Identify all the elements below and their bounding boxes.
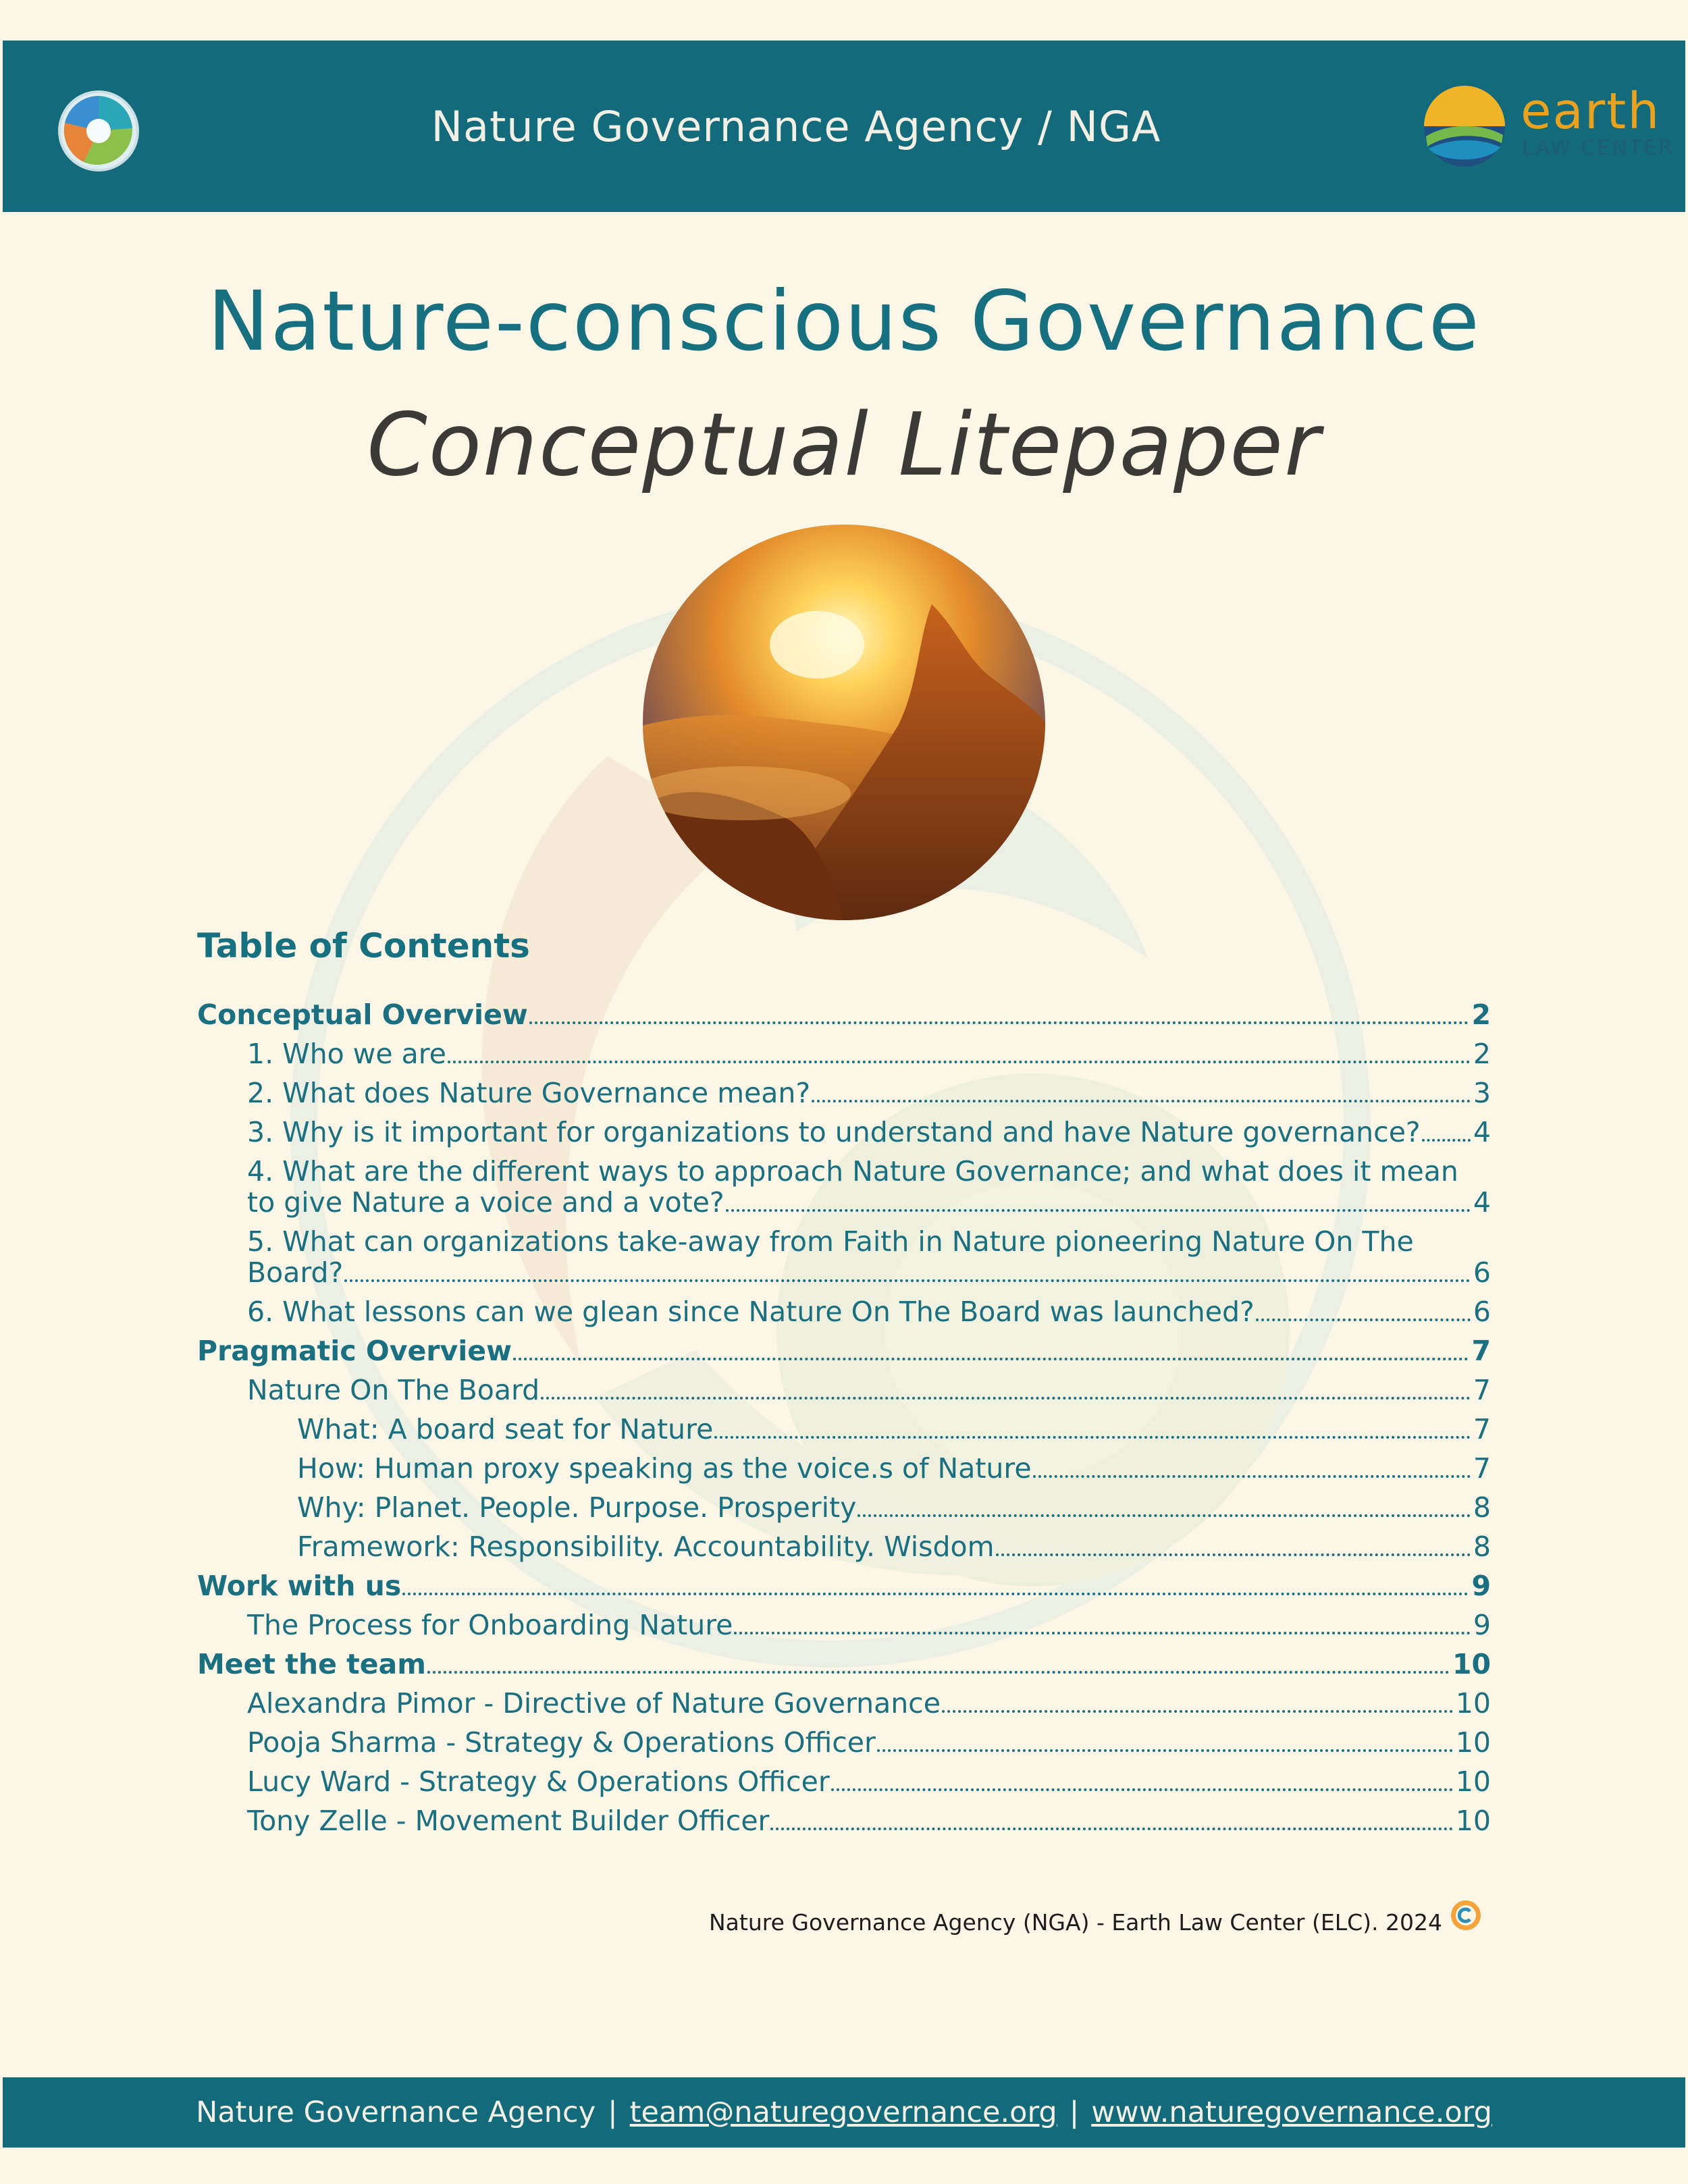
toc-leader — [402, 1593, 1469, 1595]
toc-entry-text: Why: Planet. People. Purpose. Prosperity — [297, 1491, 857, 1524]
toc-leader — [734, 1632, 1471, 1634]
toc-leader — [541, 1397, 1471, 1400]
footer-separator: | — [1069, 2096, 1080, 2129]
footer-band — [3, 2077, 1685, 2148]
toc-leader — [812, 1100, 1471, 1102]
toc-leader — [942, 1710, 1453, 1713]
toc-page-number: 10 — [1455, 1726, 1491, 1759]
toc-entry-framework[interactable] — [197, 1531, 1491, 1562]
toc-entry-text: 1. Who we are — [247, 1038, 446, 1070]
header-title: Nature Governance Agency / NGA — [431, 101, 1161, 151]
toc-entry-text: The Process for Onboarding Nature — [247, 1609, 733, 1641]
toc-page-number: 2 — [1473, 1038, 1491, 1070]
toc-leader — [726, 1209, 1471, 1212]
toc-leader — [1033, 1475, 1471, 1478]
toc-leader — [1256, 1319, 1471, 1321]
toc-leader — [770, 1828, 1452, 1830]
footer-website-link[interactable]: www.naturegovernance.org — [1091, 2096, 1492, 2129]
toc-entry-text: Alexandra Pimor - Directive of Nature Governance — [247, 1687, 941, 1720]
toc-entry-text-line2: to give Nature a voice and a vote? — [247, 1186, 724, 1219]
toc-leader — [877, 1749, 1453, 1752]
toc-entry-lucy-ward[interactable] — [197, 1766, 1491, 1797]
law-center-logo-subtitle: LAW CENTER — [1522, 136, 1674, 160]
toc-page-number: 9 — [1471, 1570, 1491, 1602]
toc-entry-onboarding-process[interactable] — [197, 1609, 1491, 1641]
toc-leader — [513, 1358, 1469, 1360]
toc-entry-who-we-are[interactable] — [197, 1038, 1491, 1069]
toc-entry-why[interactable] — [197, 1492, 1491, 1523]
document-title: Nature-conscious Governance — [207, 273, 1481, 369]
toc-entry-text: Framework: Responsibility. Accountability. Wisdom — [297, 1530, 995, 1563]
toc-entry-text-line2: Board? — [247, 1256, 344, 1289]
toc-page-number: 9 — [1473, 1609, 1491, 1641]
document-subtitle: Conceptual Litepaper — [367, 395, 1321, 496]
table-of-contents — [197, 999, 1491, 1844]
toc-entry-why-important[interactable] — [197, 1117, 1491, 1148]
toc-page-number: 8 — [1473, 1491, 1491, 1524]
toc-leader — [996, 1553, 1471, 1556]
toc-page-number: 3 — [1473, 1077, 1491, 1109]
toc-entry-nature-governance-meaning[interactable] — [197, 1077, 1491, 1109]
footer-separator: | — [608, 2096, 618, 2129]
toc-page-number: 7 — [1473, 1452, 1491, 1485]
footer-org-name: Nature Governance Agency — [196, 2096, 596, 2129]
toc-entry-alexandra-pimor[interactable] — [197, 1688, 1491, 1719]
toc-leader — [1422, 1139, 1471, 1142]
toc-entry-conceptual-overview[interactable] — [197, 999, 1491, 1030]
toc-page-number: 4 — [1473, 1186, 1491, 1219]
toc-page-number: 7 — [1473, 1413, 1491, 1445]
toc-page-number: 6 — [1473, 1256, 1491, 1289]
earth-globe-icon — [1421, 82, 1508, 170]
toc-page-number: 2 — [1471, 998, 1491, 1031]
toc-entry-tony-zelle[interactable] — [197, 1805, 1491, 1836]
toc-page-number: 7 — [1471, 1335, 1491, 1367]
toc-entry-text: Pooja Sharma - Strategy & Operations Officer — [247, 1726, 876, 1759]
toc-entry-text-line1: 5. What can organizations take-away from Faith in Nature pioneering Nature On The — [247, 1225, 1414, 1258]
toc-entry-text: Pragmatic Overview — [197, 1335, 512, 1367]
toc-entry-text: Lucy Ward - Strategy & Operations Officer — [247, 1765, 830, 1798]
toc-entry-text: Nature On The Board — [247, 1374, 540, 1406]
sunset-mountain-image — [641, 523, 1047, 922]
toc-entry-pooja-sharma[interactable] — [197, 1727, 1491, 1758]
toc-page-number: 10 — [1455, 1687, 1491, 1720]
copyright-icon — [1449, 1898, 1483, 1932]
toc-leader — [529, 1021, 1469, 1024]
toc-entry-text: Conceptual Overview — [197, 998, 528, 1031]
toc-heading: Table of Contents — [197, 926, 530, 965]
toc-page-number: 10 — [1455, 1805, 1491, 1837]
toc-page-number: 8 — [1473, 1530, 1491, 1563]
toc-page-number: 4 — [1473, 1116, 1491, 1148]
toc-entry-text-line1: 4. What are the different ways to approach Nature Governance; and what does it mean — [247, 1155, 1458, 1188]
toc-page-number: 10 — [1452, 1648, 1491, 1680]
toc-entry-text: Meet the team — [197, 1648, 426, 1680]
toc-page-number: 6 — [1473, 1296, 1491, 1328]
toc-leader — [448, 1061, 1471, 1063]
earth-law-center-logo — [1421, 82, 1677, 170]
copyright-footnote: Nature Governance Agency (NGA) - Earth Law Center (ELC). 2024 — [709, 1909, 1442, 1936]
toc-entry-how[interactable] — [197, 1453, 1491, 1484]
footer-email-link[interactable]: team@naturegovernance.org — [629, 2096, 1057, 2129]
toc-entry-text: Work with us — [197, 1570, 402, 1602]
toc-entry-work-with-us[interactable] — [197, 1570, 1491, 1601]
toc-entry-nature-on-the-board[interactable] — [197, 1375, 1491, 1406]
toc-entry-text: 6. What lessons can we glean since Nature On The Board was launched? — [247, 1296, 1255, 1328]
toc-entry-faith-in-nature[interactable] — [197, 1226, 1491, 1288]
toc-leader — [831, 1788, 1453, 1791]
toc-entry-text: 3. Why is it important for organizations to understand and have Nature governance? — [247, 1116, 1421, 1148]
toc-entry-text: 2. What does Nature Governance mean? — [247, 1077, 811, 1109]
toc-leader — [714, 1436, 1471, 1439]
header-band — [3, 41, 1685, 212]
toc-leader — [344, 1279, 1471, 1282]
toc-page-number: 7 — [1473, 1374, 1491, 1406]
toc-entry-what[interactable] — [197, 1414, 1491, 1445]
toc-page-number: 10 — [1455, 1765, 1491, 1798]
toc-leader — [858, 1514, 1471, 1517]
toc-entry-lessons[interactable] — [197, 1296, 1491, 1327]
toc-entry-different-ways[interactable] — [197, 1156, 1491, 1218]
toc-entry-pragmatic-overview[interactable] — [197, 1335, 1491, 1366]
toc-leader — [427, 1671, 1450, 1674]
toc-entry-text: How: Human proxy speaking as the voice.s of Nature — [297, 1452, 1032, 1485]
toc-entry-text: What: A board seat for Nature — [297, 1413, 714, 1445]
toc-entry-meet-the-team[interactable] — [197, 1649, 1491, 1680]
toc-entry-text: Tony Zelle - Movement Builder Officer — [247, 1805, 770, 1837]
earth-logo-word: earth — [1521, 82, 1661, 140]
